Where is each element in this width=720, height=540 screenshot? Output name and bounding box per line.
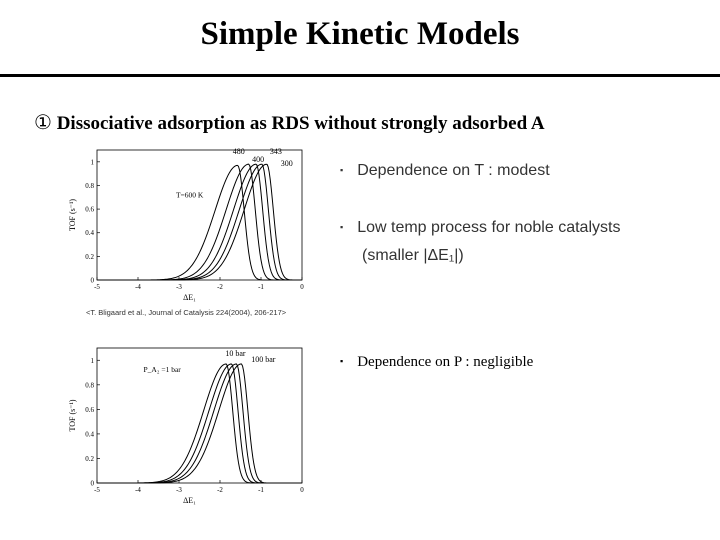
x-tick-label: -4 — [135, 283, 141, 291]
series-label: 10 bar — [225, 348, 246, 358]
x-tick-label: -2 — [217, 283, 223, 291]
y-tick-label: 0.6 — [85, 405, 94, 414]
title-divider — [0, 74, 720, 77]
x-tick-label: -1 — [258, 486, 264, 494]
x-tick-label: -5 — [94, 486, 100, 494]
bullet-text: Low temp process for noble catalysts — [357, 219, 621, 236]
bullet-low-temp-detail — [362, 247, 464, 265]
x-tick-label: -4 — [135, 486, 141, 494]
y-axis-label: TOF (s⁻¹) — [68, 198, 77, 232]
series-line — [97, 165, 302, 280]
circled-one-marker: ① — [34, 110, 52, 134]
y-tick-label: 1 — [90, 158, 94, 167]
series-line — [97, 164, 302, 280]
series-line — [97, 164, 302, 280]
section-heading — [34, 110, 545, 135]
bullet-marker: ▪ — [340, 356, 344, 366]
bullet-text: Dependence on T : modest — [357, 162, 550, 179]
y-tick-label: 0.6 — [85, 205, 94, 214]
y-tick-label: 0.4 — [85, 229, 94, 238]
x-tick-label: -2 — [217, 486, 223, 494]
bullet-temperature — [340, 162, 550, 180]
series-label: 400 — [252, 155, 265, 165]
temperature-dependence-chart — [62, 140, 312, 305]
y-tick-label: 0.8 — [85, 181, 94, 190]
series-line — [97, 364, 302, 483]
y-tick-label: 0.2 — [85, 252, 94, 261]
x-axis-label: ΔE₁ — [183, 293, 196, 302]
x-tick-label: -5 — [94, 283, 100, 291]
y-tick-label: 1 — [90, 356, 94, 365]
x-tick-label: -3 — [176, 283, 182, 291]
y-tick-label: 0 — [90, 276, 94, 285]
series-label: 100 bar — [251, 354, 276, 364]
pressure-chart-svg — [62, 338, 312, 508]
y-tick-label: 0.2 — [85, 454, 94, 463]
x-axis-label: ΔE₁ — [183, 496, 196, 505]
series-label: P_A₂ =1 bar — [143, 364, 181, 374]
y-axis-label: TOF (s⁻¹) — [68, 399, 77, 432]
series-label: 480 — [232, 147, 245, 157]
y-tick-label: 0.8 — [85, 381, 94, 390]
series-line — [97, 164, 302, 280]
bullet-low-temp — [340, 219, 620, 237]
plot-frame — [97, 348, 302, 483]
y-tick-label: 0 — [90, 479, 94, 488]
series-label: T=600 K — [175, 190, 204, 200]
series-line — [97, 164, 302, 280]
x-tick-label: -1 — [258, 283, 264, 291]
section-heading-text: Dissociative adsorption as RDS without strongly adsorbed A — [56, 113, 545, 134]
bullet-text: Dependence on P : negligible — [357, 354, 534, 370]
pressure-dependence-chart — [62, 338, 312, 508]
x-tick-label: 0 — [300, 283, 304, 291]
series-label: 300 — [280, 159, 293, 169]
y-tick-label: 0.4 — [85, 430, 94, 439]
citation: <T. Bligaard et al., Journal of Catalysis 224(2004), 206-217> — [86, 308, 287, 317]
slide-title: Simple Kinetic Models — [200, 16, 520, 52]
temperature-chart-svg — [62, 140, 312, 305]
bullet-pressure — [340, 354, 533, 371]
x-tick-label: -3 — [176, 486, 182, 494]
bullet-marker: ▪ — [340, 165, 344, 175]
bullet-marker: ▪ — [340, 222, 344, 232]
bullet-text: (smaller |ΔE₁|) — [362, 247, 464, 264]
plot-frame — [97, 150, 302, 280]
x-tick-label: 0 — [300, 486, 304, 494]
series-label: 343 — [269, 147, 282, 157]
